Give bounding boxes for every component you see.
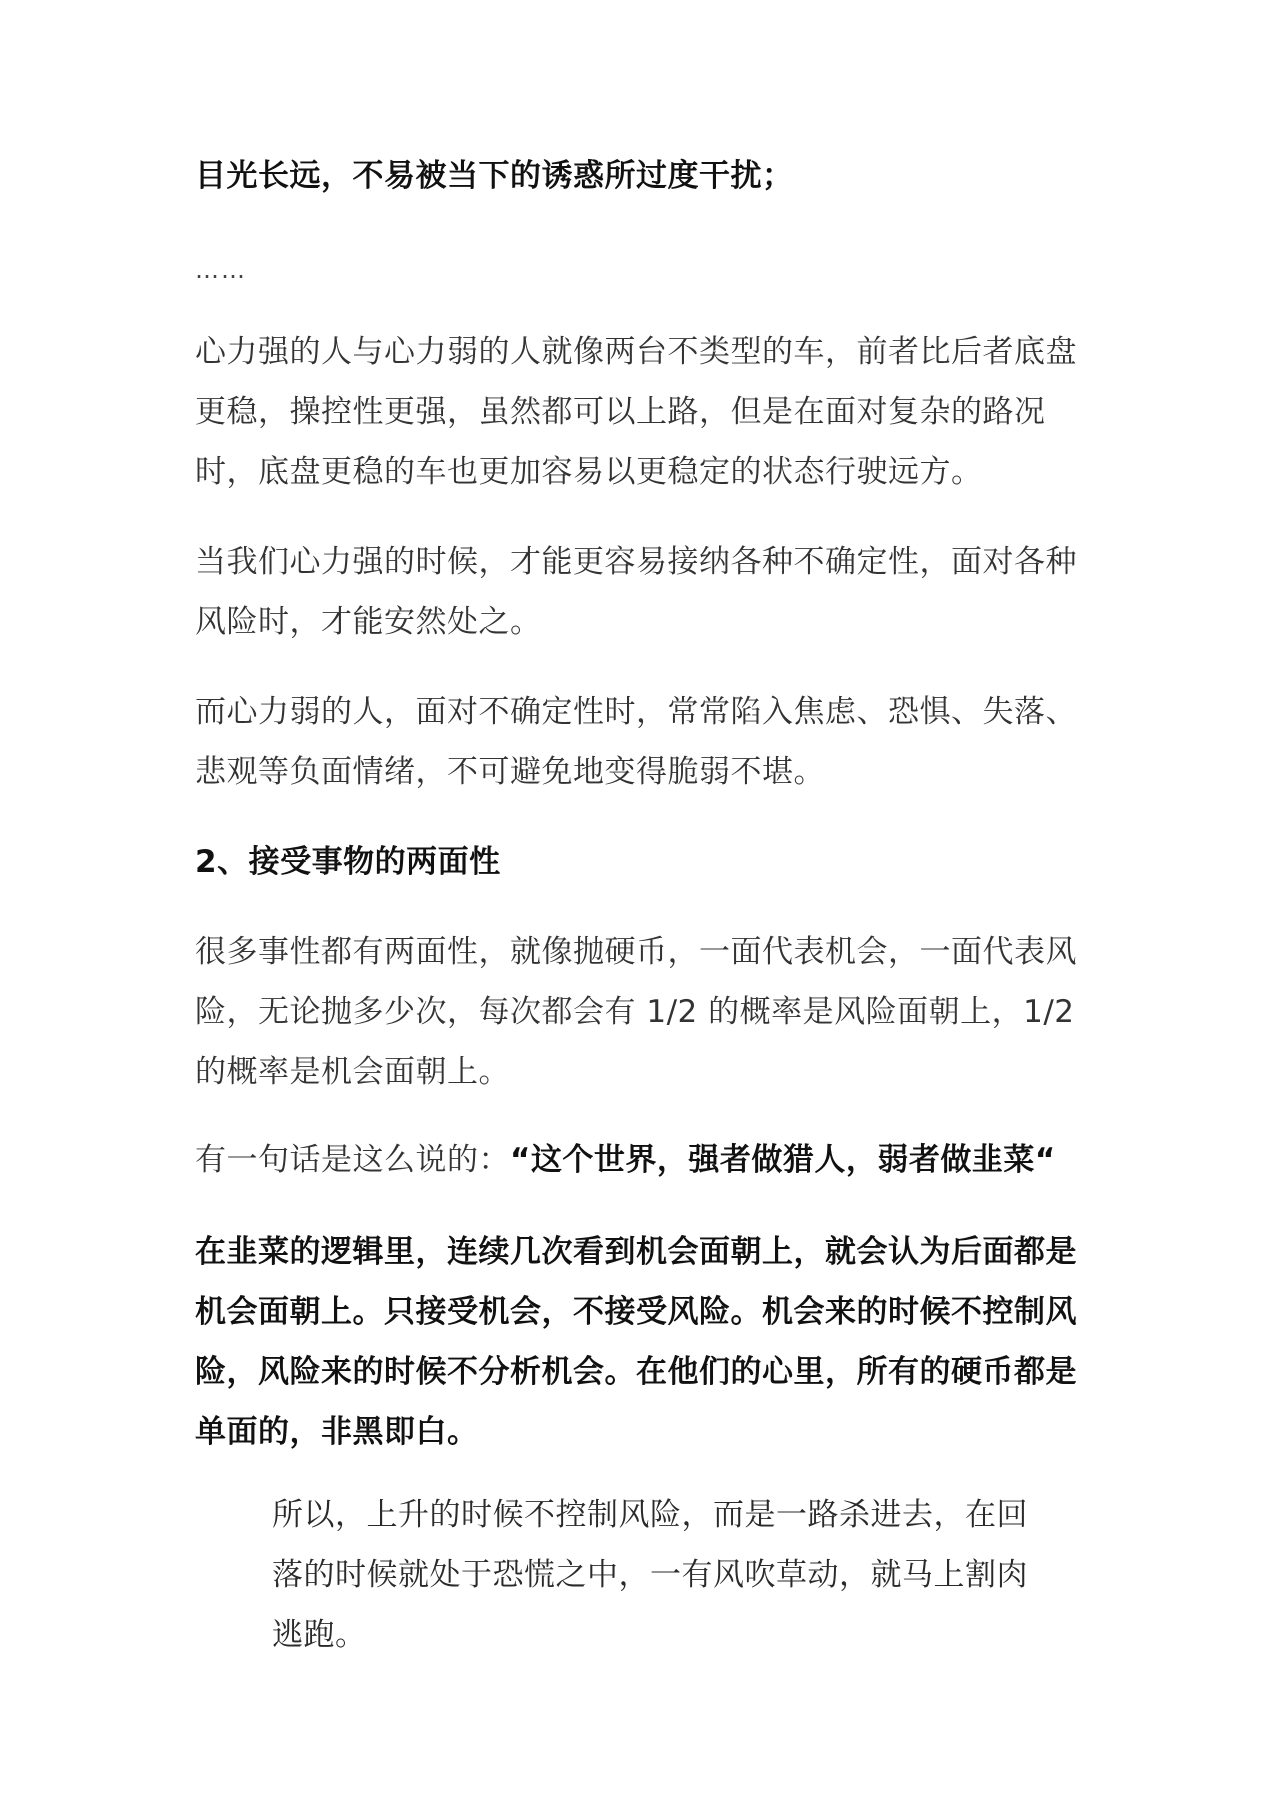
paragraph-4: 很多事性都有两面性，就像抛硬币，一面代表机会，一面代表风险，无论抛多少次，每次都会有 1/2 的概率是风险面朝上，1/2 的概率是机会面朝上。 [195,934,1077,1090]
ellipsis: …… [195,256,247,284]
section-heading: 2、接受事物的两面性 [195,844,501,880]
paragraph-2: 当我们心力强的时候，才能更容易接纳各种不确定性，面对各种风险时，才能安然处之。 [195,544,1077,640]
heading-top: 目光长远，不易被当下的诱惑所过度干扰； [195,158,794,194]
quote-intro: 有一句话是这么说的： [195,1142,510,1178]
quote-text: “这个世界，强者做猎人，弱者做韭菜“ [510,1142,1056,1178]
paragraph-1: 心力强的人与心力弱的人就像两台不类型的车，前者比后者底盘更稳，操控性更强，虽然都可以上路，但是在面对复杂的路况时，底盘更稳的车也更加容易以更稳定的状态行驶远方。 [195,334,1077,490]
quote-line [195,1130,1100,1190]
paragraph-5: 在韭菜的逻辑里，连续几次看到机会面朝上，就会认为后面都是机会面朝上。只接受机会，不接受风险。机会来的时候不控制风险，风险来的时候不分析机会。在他们的心里，所有的硬币都是单面的，非黑即白。 [195,1234,1077,1450]
paragraph-3: 而心力弱的人，面对不确定性时，常常陷入焦虑、恐惧、失落、悲观等负面情绪，不可避免地变得脆弱不堪。 [195,694,1077,790]
paragraph-6-indented: 所以，上升的时候不控制风险，而是一路杀进去，在回落的时候就处于恐慌之中，一有风吹草动，就马上割肉逃跑。 [272,1497,1028,1653]
